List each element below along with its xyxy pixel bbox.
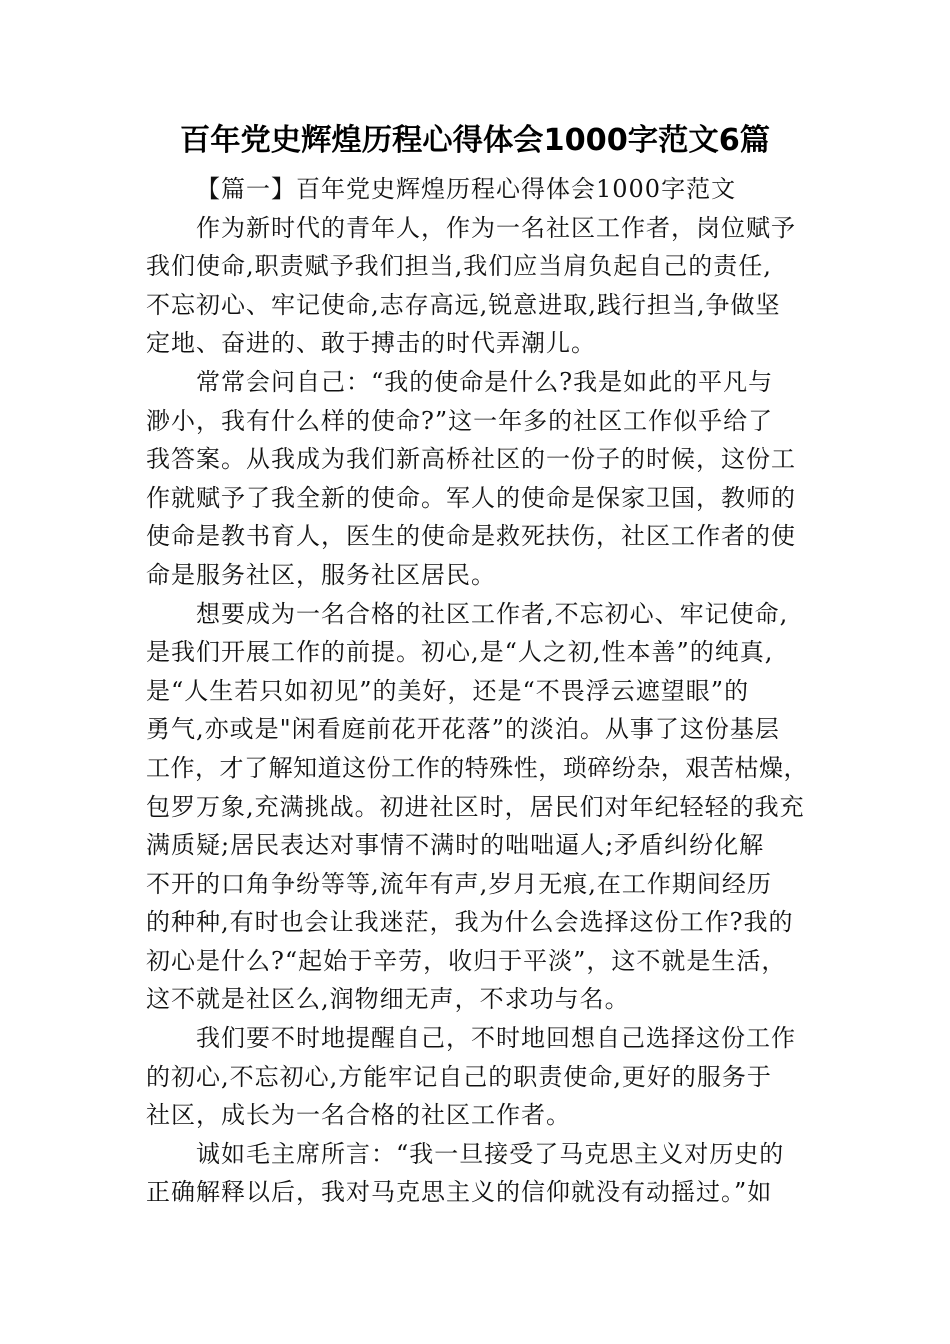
text-line: 是我们开展工作的前提。初心,是“人之初,性本善”的纯真,: [146, 638, 774, 667]
text-line: 作为新时代的青年人，作为一名社区工作者，岗位赋予: [196, 213, 796, 242]
text-line: 正确解释以后，我对马克思主义的信仰就没有动摇过。”如: [146, 1178, 773, 1207]
text-line: 渺小，我有什么样的使命?”这一年多的社区工作似乎给了: [146, 406, 774, 435]
text-line: 不忘初心、牢记使命,志存高远,锐意进取,践行担当,争做坚: [146, 290, 781, 319]
text-line: 勇气,亦或是"闲看庭前花开花落”的淡泊。从事了这份基层: [146, 715, 780, 744]
text-line: 诚如毛主席所言：“我一旦接受了马克思主义对历史的: [196, 1139, 785, 1168]
text-line: 的种种,有时也会让我迷茫，我为什么会选择这份工作?我的: [146, 908, 794, 937]
text-line: 使命是教书育人，医生的使命是救死扶伤，社区工作者的使: [146, 522, 796, 551]
text-line: 【篇一】百年党史辉煌历程心得体会1000字范文: [196, 175, 737, 203]
text-line: 我们要不时地提醒自己，不时地回想自己选择这份工作: [196, 1024, 796, 1053]
text-line: 想要成为一名合格的社区工作者,不忘初心、牢记使命,: [196, 599, 789, 628]
document-title: 百年党史辉煌历程心得体会1000字范文6篇: [179, 123, 771, 158]
text-line: 满质疑;居民表达对事情不满时的咄咄逼人;矛盾纠纷化解: [146, 831, 765, 860]
text-line: 常常会问自己：“我的使命是什么?我是如此的平凡与: [196, 367, 774, 396]
text-line: 初心是什么?“起始于辛劳，收归于平淡”，这不就是生活，: [146, 946, 787, 975]
text-line: 我们使命,职责赋予我们担当,我们应当肩负起自己的责任,: [146, 252, 772, 281]
text-line: 不开的口角争纷等等,流年有声,岁月无痕,在工作期间经历: [146, 869, 772, 898]
text-line: 的初心,不忘初心,方能牢记自己的职责使命,更好的服务于: [146, 1062, 772, 1091]
text-line: 包罗万象,充满挑战。初进社区时，居民们对年纪轻轻的我充: [146, 792, 805, 821]
text-line: 命是服务社区，服务社区居民。: [146, 560, 496, 589]
text-line: 定地、奋进的、敢于搏击的时代弄潮儿。: [146, 329, 596, 358]
text-line: 这不就是社区么,润物细无声，不求功与名。: [146, 985, 630, 1014]
text-line: 是“人生若只如初见”的美好，还是“不畏浮云遮望眼”的: [146, 676, 750, 705]
text-line: 工作，才了解知道这份工作的特殊性，琐碎纷杂，艰苦枯燥，: [146, 753, 808, 782]
document-body: [146, 170, 806, 1212]
text-line: 我答案。从我成为我们新高桥社区的一份子的时候，这份工: [146, 445, 796, 474]
text-line: 作就赋予了我全新的使命。军人的使命是保家卫国，教师的: [146, 483, 796, 512]
text-line: 社区，成长为一名合格的社区工作者。: [146, 1101, 571, 1130]
